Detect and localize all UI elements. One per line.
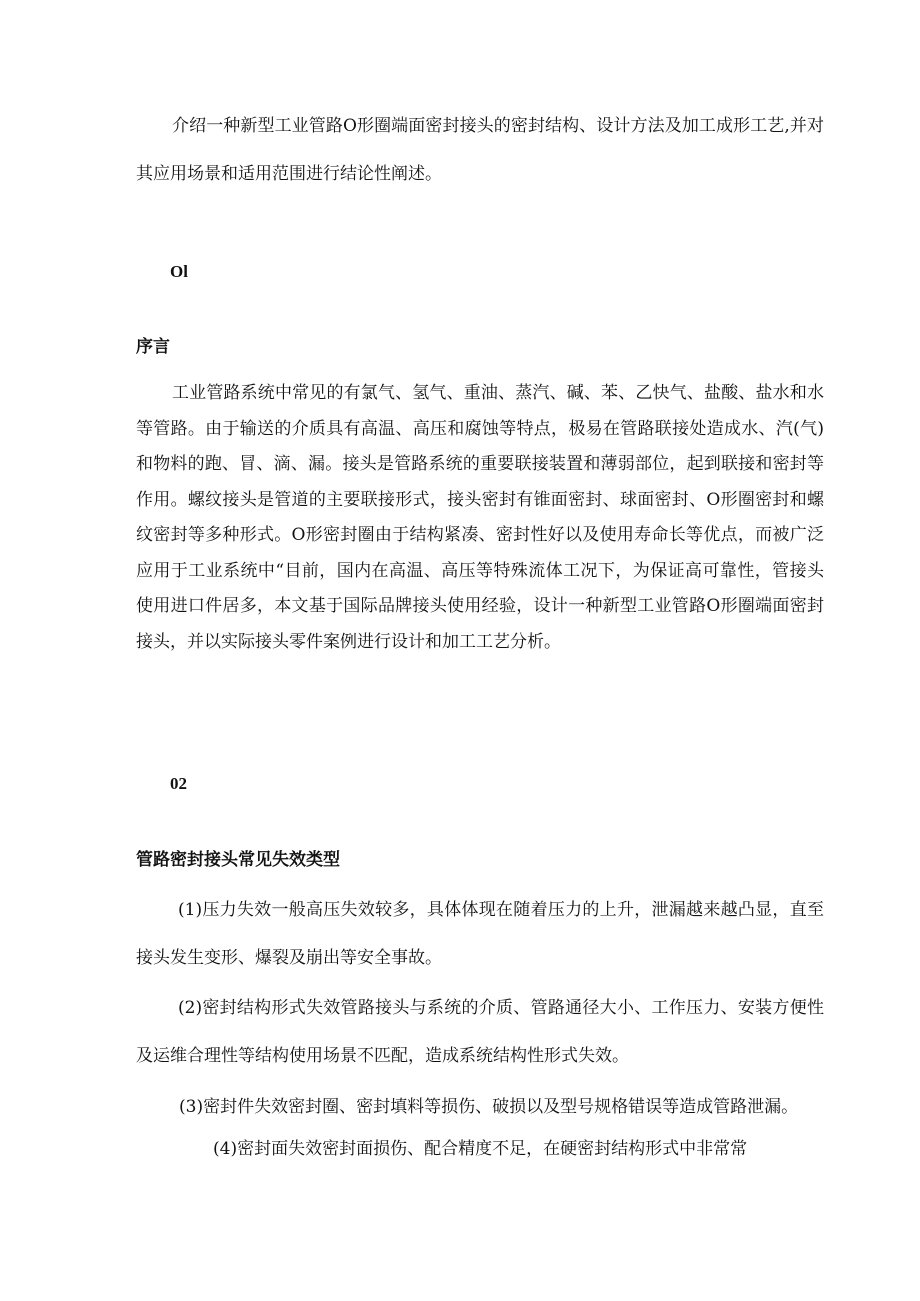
- abstract-paragraph: 介绍一种新型工业管路O形圈端面密封接头的密封结构、设计方法及加工成形工艺,并对其应用场景和适用范围进行结论性阐述。: [136, 116, 824, 184]
- section-number-2: 02: [170, 774, 187, 793]
- failure-item-seal-face: (4)密封面失效密封面损伤、配合精度不足，在硬密封结构形式中非常常: [213, 1139, 748, 1159]
- preface-paragraph: 工业管路系统中常见的有氯气、氢气、重油、蒸汽、碱、苯、乙快气、盐酸、盐水和水等管路。由于输送的介质具有高温、高压和腐蚀等特点，极易在管路联接处造成水、汽(气)和物料的跑、冒、滴、漏。接头是管路系统的重要联接装置和薄弱部位，起到联接和密封等作用。螺纹接头是管道的主要联接形式，接头密封有锥面密封、球面密封、O形圈密封和螺纹密封等多种形式。O形密封圈由于结构紧凑、密封性好以及使用寿命长等优点，而被广泛应用于工业系统中“目前，国内在高温、高压等特殊流体工况下，为保证高可靠性，管接头使用进口件居多，本文基于国际品牌接头使用经验，设计一种新型工业管路O形圈端面密封接头，并以实际接头零件案例进行设计和加工工艺分析。: [136, 383, 824, 652]
- failure-item-structure: (2)密封结构形式失效管路接头与系统的介质、管路通径大小、工作压力、安装方便性及运维合理性等结构使用场景不匹配，造成系统结构性形式失效。: [136, 998, 824, 1066]
- failure-item-pressure: (1)压力失效一般高压失效较多，具体体现在随着压力的上升，泄漏越来越凸显，直至接头发生变形、爆裂及崩出等安全事故。: [136, 900, 824, 968]
- section-title-failure-types: 管路密封接头常见失效类型: [136, 850, 340, 870]
- section-title-preface: 序言: [136, 337, 170, 357]
- section-number-1: Ol: [170, 262, 188, 281]
- failure-item-seal-part: (3)密封件失效密封圈、密封填料等损伤、破损以及型号规格错误等造成管路泄漏。: [179, 1097, 799, 1117]
